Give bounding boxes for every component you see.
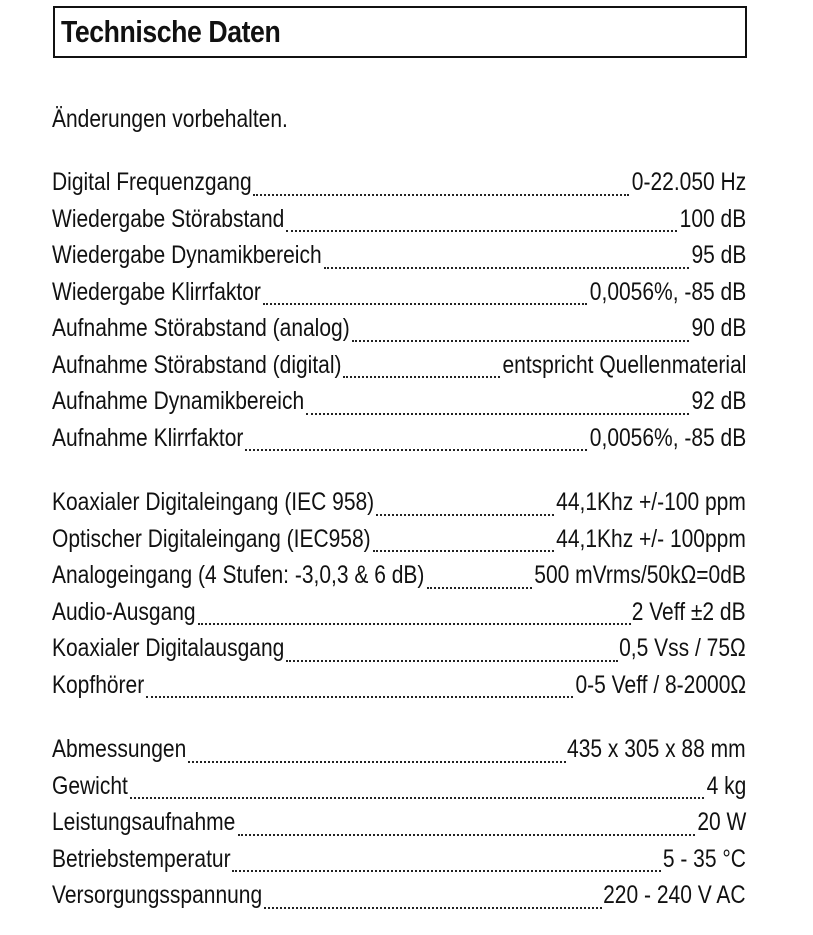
spec-value: 435 x 305 x 88 mm (567, 735, 746, 763)
spec-value: 44,1Khz +/-100 ppm (556, 488, 746, 516)
dot-leader (352, 340, 689, 342)
spec-row (52, 424, 746, 461)
spec-value: 2 Veff ±2 dB (632, 597, 746, 626)
spec-value: 92 dB (691, 387, 746, 415)
spec-label: Wiedergabe Dynamikbereich (52, 241, 322, 269)
dot-leader (306, 413, 688, 415)
dot-leader (376, 514, 555, 516)
spec-row (52, 598, 746, 635)
spec-row (52, 561, 746, 598)
spec-value: 0,0056%, -85 dB (589, 423, 746, 452)
spec-row (52, 278, 746, 315)
dot-leader (324, 267, 689, 269)
spec-value: 95 dB (691, 241, 746, 269)
dot-leader (245, 449, 587, 451)
spec-row (52, 387, 746, 424)
dot-leader (130, 797, 704, 799)
spec-value: 0-22.050 Hz (631, 168, 746, 196)
dot-leader (373, 550, 554, 552)
dot-leader (286, 660, 618, 662)
spec-label: Koaxialer Digitaleingang (IEC 958) (52, 488, 375, 516)
spec-row (52, 671, 746, 708)
spec-row (52, 168, 746, 205)
spec-row (52, 845, 746, 882)
spec-value: 0,5 Vss / 75Ω (619, 634, 746, 662)
spec-row (52, 351, 746, 388)
spec-label: Audio-Ausgang (52, 597, 196, 626)
spec-label: Versorgungsspannung (52, 881, 263, 909)
spec-label: Leistungsaufnahme (52, 808, 236, 836)
spec-group-general (52, 735, 746, 918)
spec-row (52, 634, 746, 671)
dot-leader (263, 303, 588, 305)
spec-value: 4 kg (706, 771, 746, 800)
dot-leader (286, 230, 677, 232)
section-title: Technische Daten (61, 14, 281, 49)
spec-value: 90 dB (691, 314, 746, 342)
spec-label: Optischer Digitaleingang (IEC958) (52, 524, 371, 553)
dot-leader (232, 870, 661, 872)
spec-row (52, 488, 746, 525)
spec-label: Abmessungen (52, 735, 187, 763)
spec-label: Koaxialer Digitalausgang (52, 634, 285, 662)
spec-label: Kopfhörer (52, 670, 145, 699)
dot-leader (238, 834, 695, 836)
spec-value: 5 - 35 °C (662, 844, 746, 873)
spec-label: Aufnahme Störabstand (analog) (52, 314, 350, 342)
spec-value: 100 dB (679, 204, 746, 233)
spec-row (52, 314, 746, 351)
dot-leader (146, 696, 573, 698)
spec-group-connections (52, 488, 746, 707)
spec-value: entspricht Quellenmaterial (502, 350, 746, 379)
spec-label: Gewicht (52, 771, 128, 800)
spec-label: Aufnahme Dynamikbereich (52, 387, 305, 415)
dot-leader (427, 587, 533, 589)
spec-label: Wiedergabe Störabstand (52, 204, 285, 233)
spec-row (52, 205, 746, 242)
spec-row (52, 525, 746, 562)
spec-label: Analogeingang (4 Stufen: -3,0,3 & 6 dB) (52, 561, 425, 589)
spec-value: 0,0056%, -85 dB (589, 277, 746, 306)
spec-label: Betriebstemperatur (52, 844, 231, 873)
dot-leader (253, 194, 629, 196)
spec-label: Wiedergabe Klirrfaktor (52, 277, 261, 306)
spec-group-audio (52, 168, 746, 460)
dot-leader (264, 907, 602, 909)
spec-value: 500 mVrms/50kΩ=0dB (534, 561, 746, 589)
section-title-box (53, 6, 747, 58)
spec-row (52, 735, 746, 772)
spec-value: 20 W (696, 808, 746, 836)
spec-label: Aufnahme Klirrfaktor (52, 423, 244, 452)
dot-leader (188, 761, 566, 763)
disclaimer-note: Änderungen vorbehalten. (52, 105, 288, 133)
spec-value: 220 - 240 V AC (603, 881, 746, 909)
spec-value: 44,1Khz +/- 100ppm (556, 524, 746, 553)
dot-leader (343, 376, 499, 378)
spec-row (52, 808, 746, 845)
spec-row (52, 881, 746, 918)
spec-label: Aufnahme Störabstand (digital) (52, 350, 342, 379)
spec-value: 0-5 Veff / 8-2000Ω (575, 670, 746, 699)
spec-row (52, 241, 746, 278)
spec-label: Digital Frequenzgang (52, 168, 252, 196)
dot-leader (198, 623, 631, 625)
spec-row (52, 772, 746, 809)
